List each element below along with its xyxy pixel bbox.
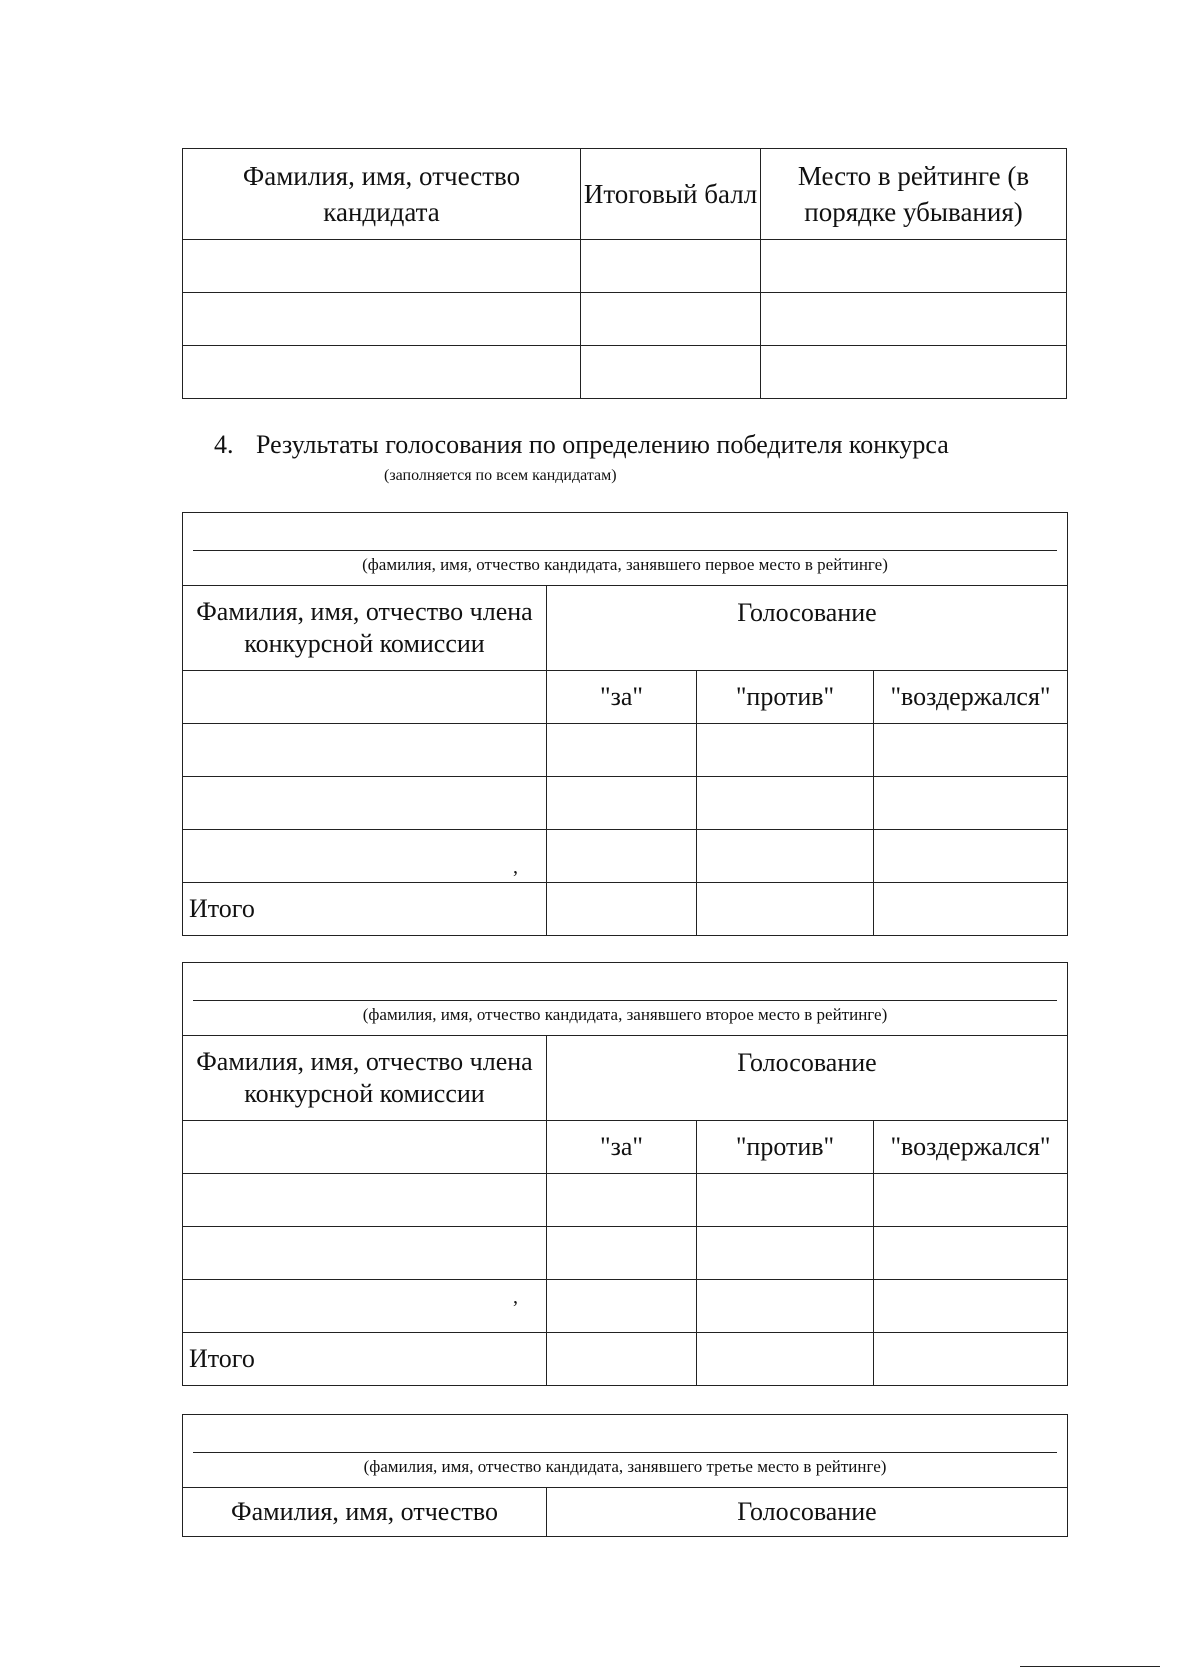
- voting-header: Голосование: [547, 586, 1068, 671]
- candidate-name-cell[interactable]: [183, 963, 1068, 1036]
- caption-row: [183, 513, 1068, 586]
- table-cell[interactable]: [581, 293, 761, 346]
- table-cell[interactable]: [761, 346, 1067, 399]
- vote-table-first-place: [182, 512, 1068, 936]
- candidate-caption: (фамилия, имя, отчество кандидата, занявшего первое место в рейтинге): [362, 555, 888, 574]
- table-row: [183, 346, 1067, 399]
- candidate-caption: (фамилия, имя, отчество кандидата, занявшего третье место в рейтинге): [363, 1457, 887, 1476]
- header-row: [183, 1488, 1068, 1537]
- total-label: Итого: [183, 1333, 547, 1386]
- option-for: "за": [547, 1121, 697, 1174]
- options-row: [183, 1121, 1068, 1174]
- rating-header-row: [183, 149, 1067, 240]
- table-cell[interactable]: [547, 830, 697, 883]
- page-edge-line: [1020, 1666, 1160, 1667]
- table-cell[interactable]: [697, 777, 874, 830]
- table-cell[interactable]: [547, 724, 697, 777]
- table-cell[interactable]: [183, 777, 547, 830]
- candidate-name-line: [193, 550, 1057, 551]
- table-cell[interactable]: [183, 1280, 547, 1333]
- table-cell[interactable]: [697, 1227, 874, 1280]
- rating-table: [182, 148, 1067, 399]
- total-row: [183, 1333, 1068, 1386]
- option-against: "против": [697, 1121, 874, 1174]
- table-cell[interactable]: [547, 1227, 697, 1280]
- table-cell[interactable]: [547, 1174, 697, 1227]
- table-cell[interactable]: [581, 240, 761, 293]
- table-cell[interactable]: [183, 724, 547, 777]
- table-row: [183, 830, 1068, 883]
- table-row: [183, 1280, 1068, 1333]
- vote-table-second-place: [182, 962, 1068, 1386]
- table-cell[interactable]: [874, 724, 1068, 777]
- table-cell[interactable]: [761, 240, 1067, 293]
- table-cell[interactable]: [697, 1333, 874, 1386]
- table-cell[interactable]: [183, 671, 547, 724]
- header-row: [183, 586, 1068, 671]
- table-cell[interactable]: [581, 346, 761, 399]
- option-for: "за": [547, 671, 697, 724]
- caption-row: [183, 1415, 1068, 1488]
- section-title: Результаты голосования по определению победителя конкурса: [256, 430, 949, 459]
- candidate-name-cell[interactable]: [183, 513, 1068, 586]
- voting-header: Голосование: [547, 1036, 1068, 1121]
- member-header: Фамилия, имя, отчество члена конкурсной комиссии: [183, 586, 547, 671]
- candidate-name-line: [193, 1452, 1057, 1453]
- candidate-name-cell[interactable]: [183, 1415, 1068, 1488]
- voting-header: Голосование: [547, 1488, 1068, 1537]
- table-cell[interactable]: [697, 1174, 874, 1227]
- comma-mark: ,: [513, 1286, 518, 1308]
- table-row: [183, 240, 1067, 293]
- options-row: [183, 671, 1068, 724]
- member-header: Фамилия, имя, отчество члена конкурсной комиссии: [183, 1036, 547, 1121]
- table-cell[interactable]: [874, 1280, 1068, 1333]
- table-cell[interactable]: [874, 1333, 1068, 1386]
- candidate-caption: (фамилия, имя, отчество кандидата, занявшего второе место в рейтинге): [362, 1005, 888, 1024]
- total-row: [183, 883, 1068, 936]
- table-cell[interactable]: [874, 883, 1068, 936]
- header-row: [183, 1036, 1068, 1121]
- rating-header-score: Итоговый балл: [581, 149, 761, 240]
- table-row: [183, 777, 1068, 830]
- table-cell[interactable]: [874, 777, 1068, 830]
- table-cell[interactable]: [183, 240, 581, 293]
- table-cell[interactable]: [874, 1227, 1068, 1280]
- candidate-name-line: [193, 1000, 1057, 1001]
- table-row: [183, 293, 1067, 346]
- table-cell[interactable]: [183, 346, 581, 399]
- option-abstain: "воздержался": [874, 1121, 1068, 1174]
- table-cell[interactable]: [183, 293, 581, 346]
- table-cell[interactable]: [874, 830, 1068, 883]
- option-against: "против": [697, 671, 874, 724]
- comma-mark: ,: [513, 856, 518, 878]
- table-cell[interactable]: [183, 1227, 547, 1280]
- table-row: [183, 1174, 1068, 1227]
- table-cell[interactable]: [183, 1121, 547, 1174]
- table-cell[interactable]: [697, 724, 874, 777]
- table-cell[interactable]: [697, 883, 874, 936]
- section-number: 4.: [214, 430, 234, 459]
- table-row: [183, 724, 1068, 777]
- table-cell[interactable]: [547, 1280, 697, 1333]
- table-cell[interactable]: [697, 1280, 874, 1333]
- table-cell[interactable]: [761, 293, 1067, 346]
- table-cell[interactable]: [547, 777, 697, 830]
- table-row: [183, 1227, 1068, 1280]
- table-cell[interactable]: [547, 1333, 697, 1386]
- total-label: Итого: [183, 883, 547, 936]
- member-header: Фамилия, имя, отчество: [183, 1488, 547, 1537]
- table-cell[interactable]: [183, 1174, 547, 1227]
- caption-row: [183, 963, 1068, 1036]
- rating-header-place: Место в рейтинге (в порядке убывания): [761, 149, 1067, 240]
- vote-table-third-place: [182, 1414, 1068, 1537]
- option-abstain: "воздержался": [874, 671, 1068, 724]
- section-subtitle: (заполняется по всем кандидатам): [384, 467, 617, 484]
- rating-header-name: Фамилия, имя, отчество кандидата: [183, 149, 581, 240]
- table-cell[interactable]: [183, 830, 547, 883]
- section-heading: [214, 430, 949, 460]
- table-cell[interactable]: [697, 830, 874, 883]
- table-cell[interactable]: [874, 1174, 1068, 1227]
- table-cell[interactable]: [547, 883, 697, 936]
